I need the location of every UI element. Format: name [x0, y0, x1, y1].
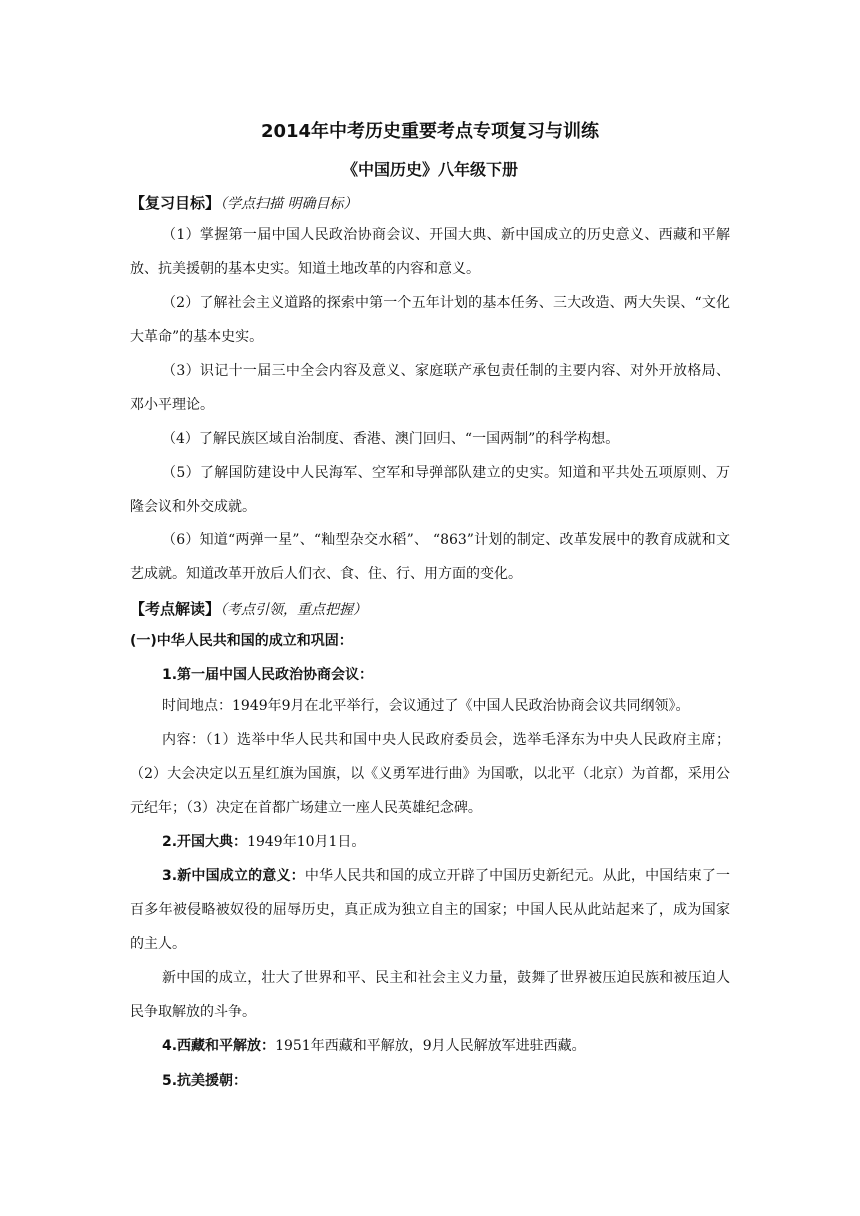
document-subtitle: 《中国历史》八年级下册: [341, 160, 518, 179]
k2-text: 1949年10月1日。: [247, 834, 366, 850]
goal-item-4: （4）了解民族区域自治制度、香港、澳门回归、“一国两制”的科学构想。: [162, 431, 620, 447]
goal-item-3: （3）识记十一届三中全会内容及意义、家庭联产承包责任制的主要内容、对外开放格局、邓小平理论。: [130, 363, 730, 413]
goal-item-1: （1）掌握第一届中国人民政治协商会议、开国大典、新中国成立的历史意义、西藏和平解放、抗美援朝的基本史实。知道土地改革的内容和意义。: [130, 227, 730, 277]
k1-time-place: 时间地点：1949年9月在北平举行，会议通过了《中国人民政治协商会议共同纲领》。: [162, 698, 690, 714]
goal-item-2: （2）了解社会主义道路的探索中第一个五年计划的基本任务、三大改造、两大失误、“文化大革命”的基本史实。: [130, 295, 730, 345]
k5-heading: 5.抗美援朝：: [162, 1073, 248, 1089]
goal-item-6: （6）知道“两弹一星”、“籼型杂交水稻”、 “863”计划的制定、改革发展中的教育成就和文艺成就。知道改革开放后人们衣、食、住、行、用方面的变化。: [130, 532, 730, 582]
k3-text: 中华人民共和国的成立开辟了中国历史新纪元。从此，中国结束了一百多年被侵略被奴役的屈辱历史，真正成为独立自主的国家；中国人民从此站起来了，成为国家的主人。: [130, 868, 731, 952]
review-goals-heading: 【复习目标】: [130, 194, 221, 212]
key-points-note: （考点引领，重点把握）: [220, 602, 368, 618]
goal-item-5: （5）了解国防建设中人民海军、空军和导弹部队建立的史实。知道和平共处五项原则、万隆会议和外交成就。: [130, 465, 730, 515]
part1-heading: (一)中华人民共和国的成立和巩固：: [130, 633, 353, 649]
key-points-header: [130, 598, 367, 619]
review-goals-header: [130, 192, 357, 213]
review-goals-note: （学点扫描 明确目标）: [220, 196, 358, 212]
k4-lead: 4.西藏和平解放：: [162, 1038, 276, 1054]
k3-paragraph: [130, 859, 730, 961]
document-title: 2014年中考历史重要考点专项复习与训练: [260, 121, 600, 142]
k4-text: 1951年西藏和平解放，9月人民解放军进驻西藏。: [275, 1038, 586, 1054]
k1-heading: 1.第一届中国人民政治协商会议：: [162, 667, 374, 683]
k3-lead: 3.新中国成立的意义：: [162, 868, 305, 884]
k4-paragraph: [130, 1029, 730, 1063]
key-points-heading: 【考点解读】: [130, 600, 221, 618]
k3-paragraph-2: 新中国的成立，壮大了世界和平、民主和社会主义力量，鼓舞了世界被压迫民族和被压迫人民争取解放的斗争。: [130, 970, 730, 1020]
k2-lead: 2.开国大典：: [162, 834, 248, 850]
k2-paragraph: [130, 825, 730, 859]
k1-content: 内容：（1）选举中华人民共和国中央人民政府委员会，选举毛泽东为中央人民政府主席；（2）大会决定以五星红旗为国旗，以《义勇军进行曲》为国歌，以北平（北京）为首都，采用公元纪年；（3）决定在首都广场建立一座人民英雄纪念碑。: [130, 732, 730, 816]
